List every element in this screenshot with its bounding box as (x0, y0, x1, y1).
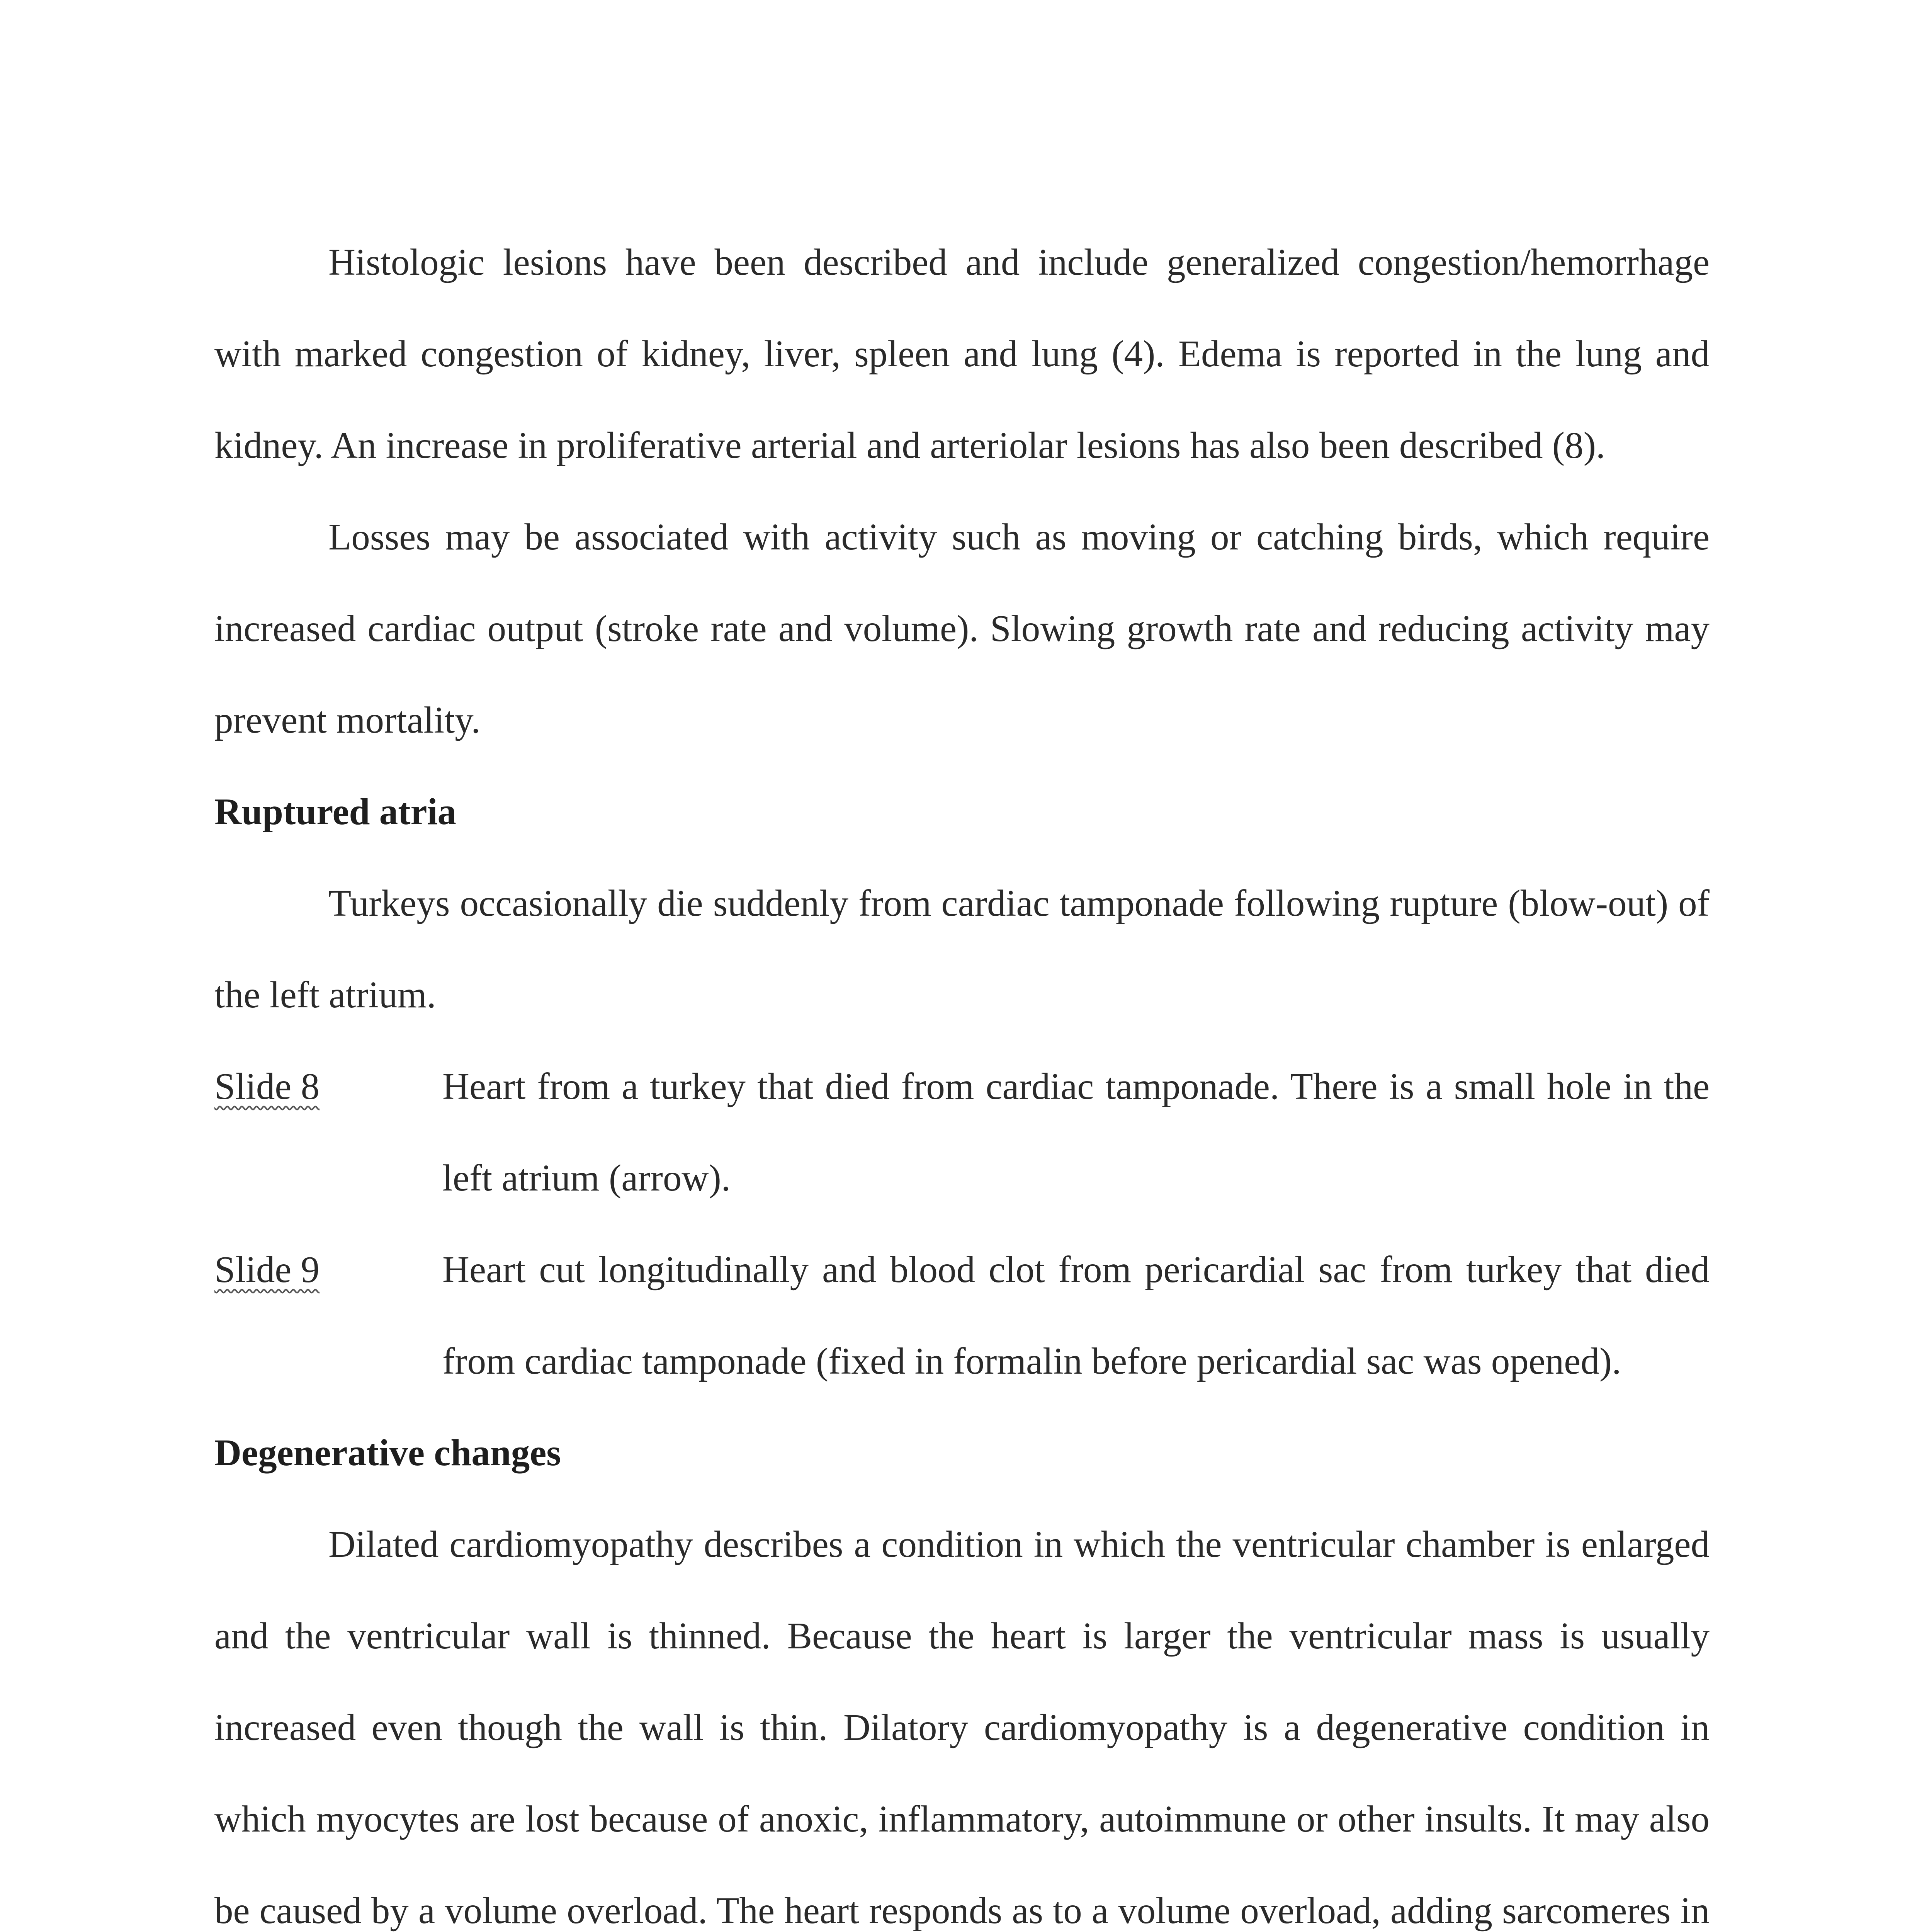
paragraph-dilated-cardiomyopathy: Dilated cardiomyopathy describes a condition in which the ventricular chamber is enlarged and the ventricular wall is thinned. Because the heart is larger the ventricular mass is usually increased even though the wall is thin. Dilatory cardiomyopathy is a degenerative condition in which myocytes are lost because of anoxic, inflammatory, autoimmune or other insults. It may also be caused by a volume overload. The heart responds as to a volume overload, adding sarcomeres in (214, 1524, 1710, 1931)
slide-entry-9 (214, 1224, 1710, 1407)
body-text (214, 216, 1710, 1932)
heading-degenerative-changes: Degenerative changes (214, 1432, 561, 1473)
heading-ruptured-atria: Ruptured atria (214, 791, 457, 832)
paragraph-losses: Losses may be associated with activity such as moving or catching birds, which require increased cardiac output (stroke rate and volume). Slowing growth rate and reducing activity may prevent mortality. (214, 516, 1710, 741)
paragraph-histologic-lesions: Histologic lesions have been described and include generalized congestion/hemorrhage with marked congestion of kidney, liver, spleen and lung (4). Edema is reported in the lung and kidney. An increase in proliferative arterial and arteriolar lesions has also been described (8). (214, 242, 1710, 466)
slide-entry-8 (214, 1041, 1710, 1224)
paragraph-turkeys-tamponade: Turkeys occasionally die suddenly from cardiac tamponade following rupture (blow-out) of the left atrium. (214, 883, 1710, 1015)
slide-caption-8: Heart from a turkey that died from cardiac tamponade. There is a small hole in the left atrium (arrow). (442, 1066, 1710, 1199)
slide-label-8: Slide 8 (214, 1066, 320, 1107)
slide-caption-9: Heart cut longitudinally and blood clot from pericardial sac from turkey that died from cardiac tamponade (fixed in formalin before pericardial sac was opened). (442, 1249, 1710, 1382)
slide-label-9: Slide 9 (214, 1249, 320, 1290)
